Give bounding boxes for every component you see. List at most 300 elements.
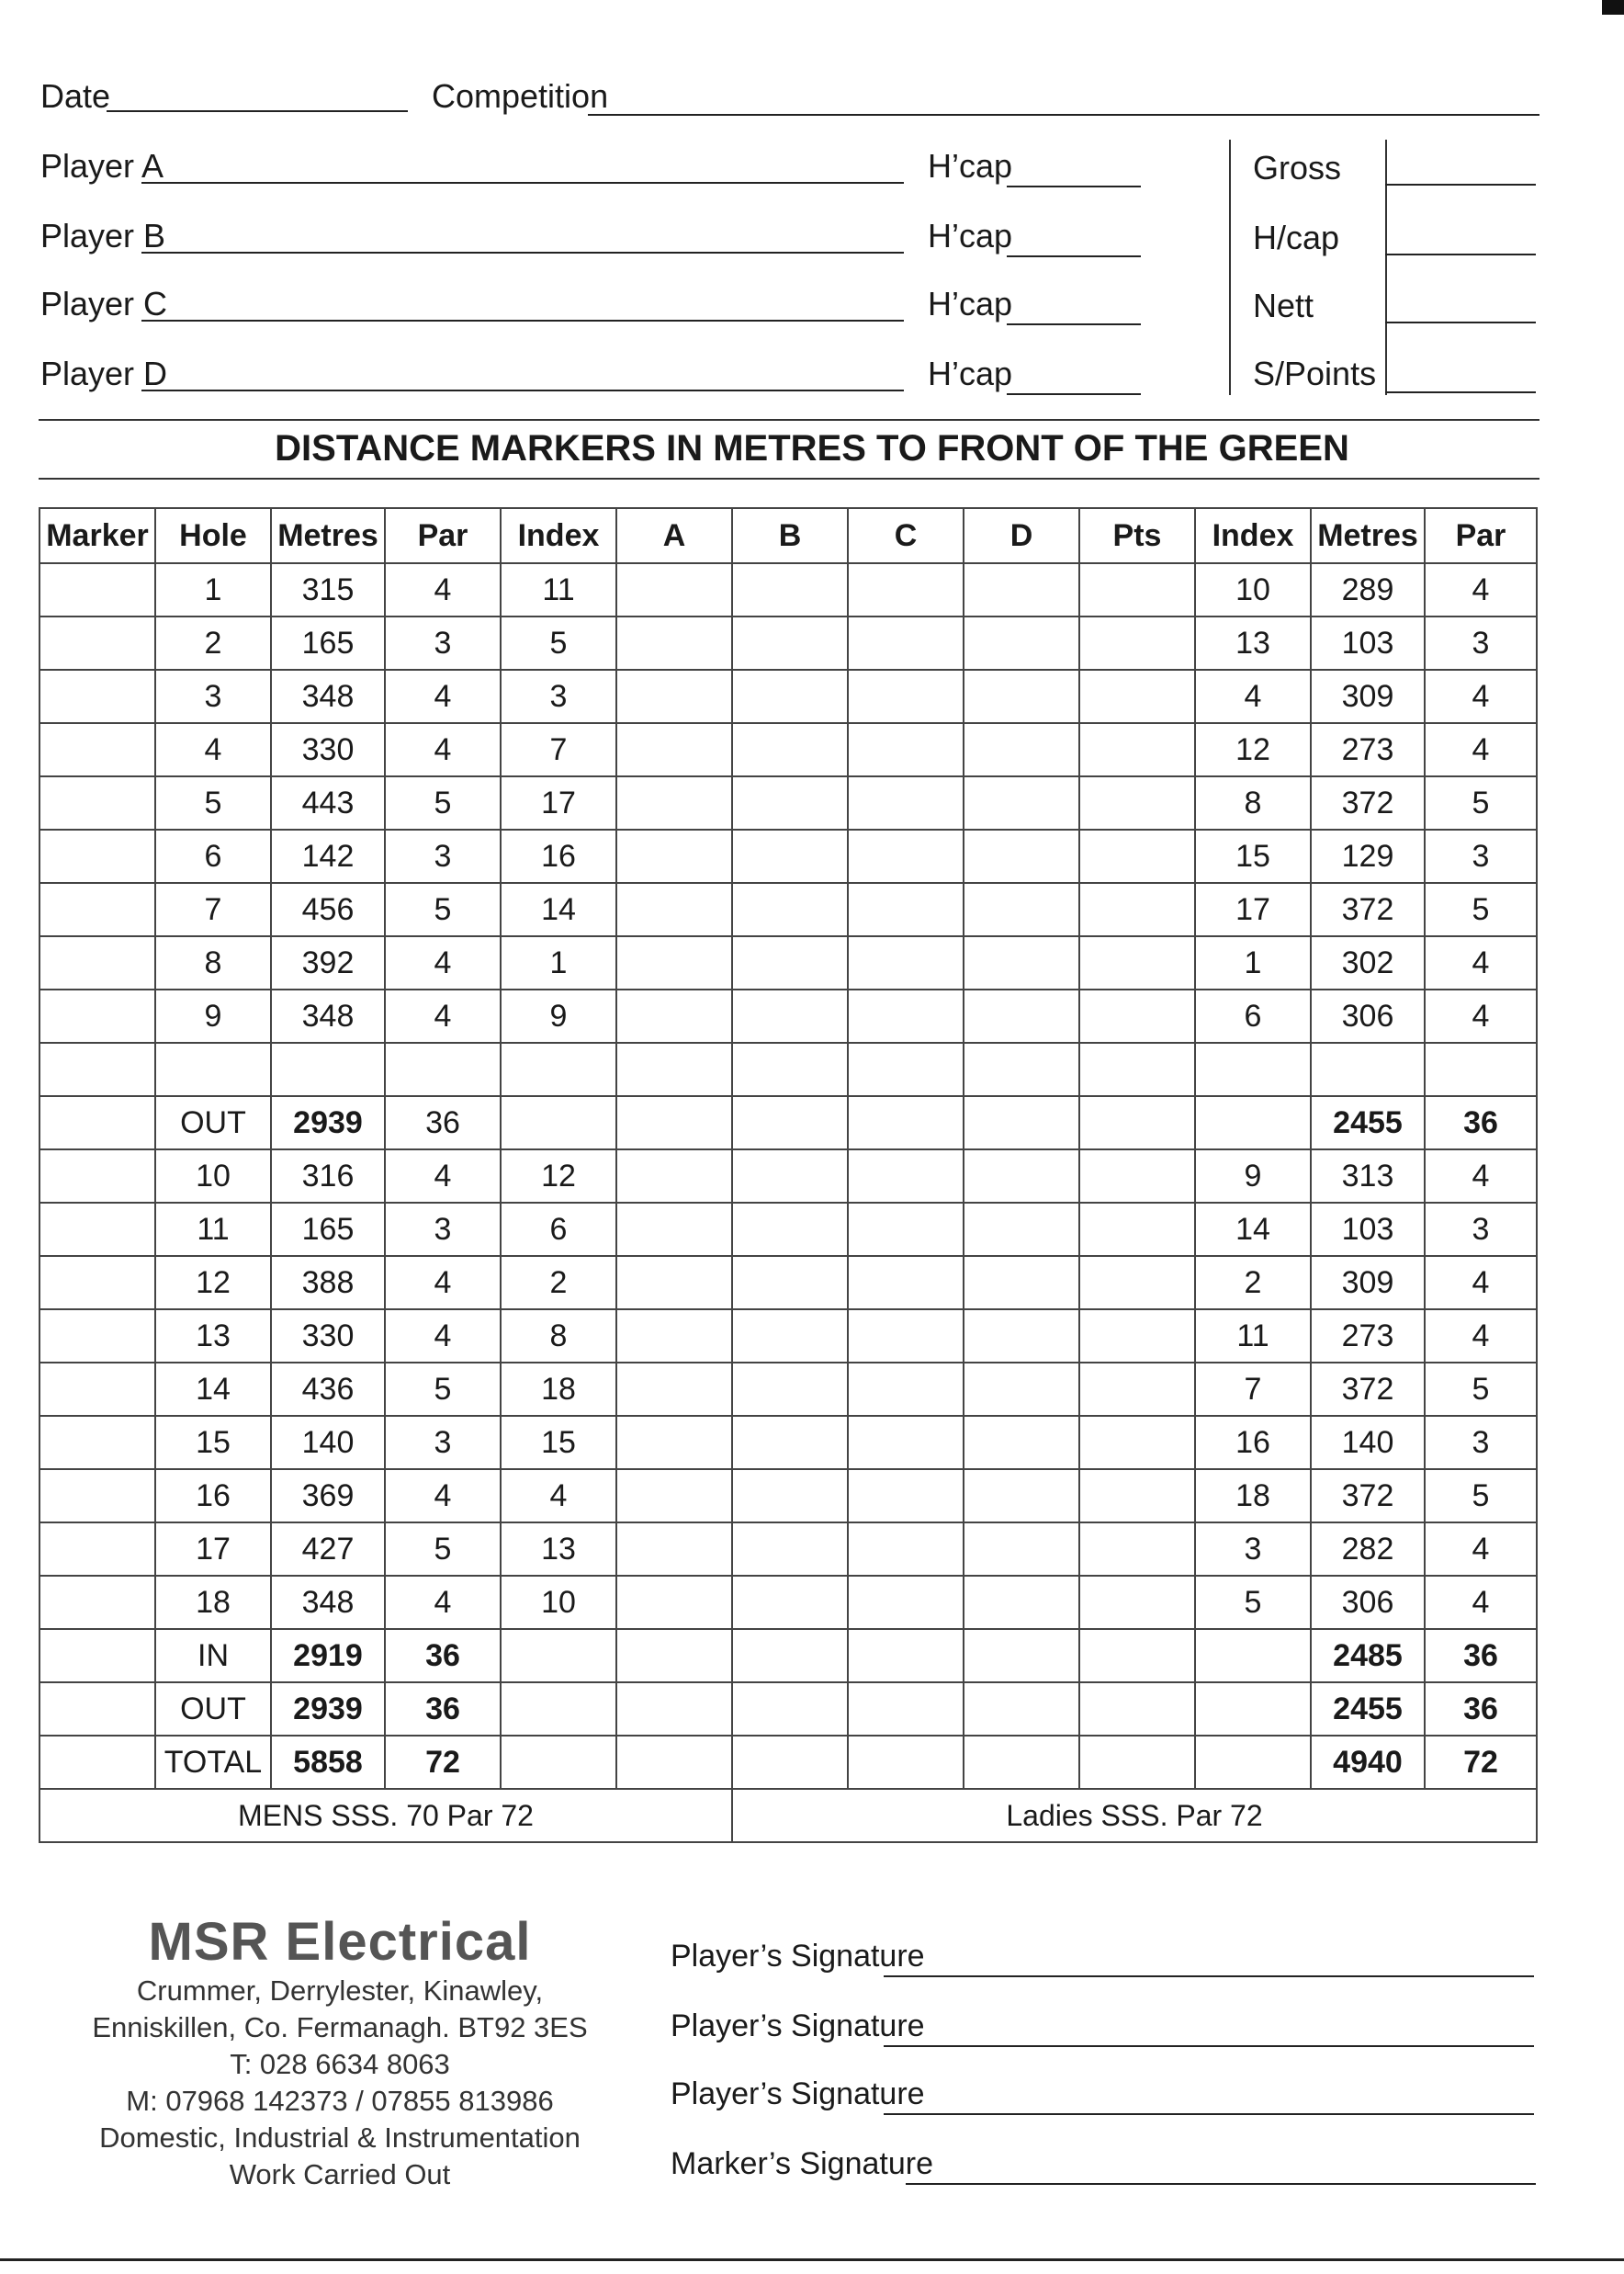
score-c-cell[interactable] xyxy=(848,776,964,830)
score-c-cell[interactable] xyxy=(848,1736,964,1789)
table-row xyxy=(39,1469,1537,1522)
signature-label: Player’s Signature xyxy=(671,2076,925,2111)
empty-cell xyxy=(501,1629,616,1682)
score-d-cell[interactable] xyxy=(964,1149,1079,1203)
mens-sss: MENS SSS. 70 Par 72 xyxy=(39,1789,732,1842)
points-cell[interactable] xyxy=(1079,1096,1195,1149)
score-c-cell[interactable] xyxy=(848,723,964,776)
par-cell: 4 xyxy=(385,563,501,617)
table-row xyxy=(39,1576,1537,1629)
sss-row xyxy=(39,1789,1537,1842)
ladies-index-cell: 11 xyxy=(1195,1309,1311,1363)
score-d-cell[interactable] xyxy=(964,1363,1079,1416)
ladies-metres-cell: 103 xyxy=(1311,617,1425,670)
company-line: T: 028 6634 8063 xyxy=(230,2048,450,2080)
score-b-cell[interactable] xyxy=(732,617,848,670)
nett-field[interactable] xyxy=(1385,322,1536,323)
score-b-cell[interactable] xyxy=(732,1096,848,1149)
score-d-cell[interactable] xyxy=(964,723,1079,776)
player-name-field[interactable] xyxy=(141,390,904,391)
ladies-par-cell: 4 xyxy=(1425,1522,1537,1576)
score-a-cell[interactable] xyxy=(616,1096,732,1149)
score-c-cell[interactable] xyxy=(848,1363,964,1416)
metres-cell: 427 xyxy=(271,1522,385,1576)
index-cell: 7 xyxy=(501,723,616,776)
par-cell: 4 xyxy=(385,1309,501,1363)
score-b-cell[interactable] xyxy=(732,670,848,723)
metres-total: 2939 xyxy=(271,1682,385,1736)
total-label: H/cap xyxy=(1253,219,1340,256)
ladies-par-cell: 4 xyxy=(1425,936,1537,990)
score-b-cell[interactable] xyxy=(732,776,848,830)
index-cell: 14 xyxy=(501,883,616,936)
hole-cell: 1 xyxy=(155,563,271,617)
marker-cell[interactable] xyxy=(39,563,155,617)
hole-cell: 15 xyxy=(155,1416,271,1469)
score-c-cell[interactable] xyxy=(848,1629,964,1682)
index-cell: 12 xyxy=(501,1149,616,1203)
table-row xyxy=(39,617,1537,670)
score-a-cell[interactable] xyxy=(616,936,732,990)
par-cell: 5 xyxy=(385,1363,501,1416)
ladies-index-cell: 9 xyxy=(1195,1149,1311,1203)
index-cell: 15 xyxy=(501,1416,616,1469)
summary-label: OUT xyxy=(155,1682,271,1736)
score-c-cell[interactable] xyxy=(848,1469,964,1522)
signature-field[interactable] xyxy=(884,2045,1534,2047)
ladies-index-cell: 4 xyxy=(1195,670,1311,723)
marker-cell[interactable] xyxy=(39,1203,155,1256)
score-d-cell[interactable] xyxy=(964,1576,1079,1629)
points-cell[interactable] xyxy=(1079,563,1195,617)
score-b-cell[interactable] xyxy=(732,990,848,1043)
score-d-cell[interactable] xyxy=(964,1682,1079,1736)
score-d-cell[interactable] xyxy=(964,1309,1079,1363)
points-cell[interactable] xyxy=(1079,670,1195,723)
score-c-cell[interactable] xyxy=(848,1522,964,1576)
column-header: Metres xyxy=(1311,508,1425,563)
score-a-cell[interactable] xyxy=(616,1469,732,1522)
total-label: Nett xyxy=(1253,287,1314,324)
column-header: Pts xyxy=(1079,508,1195,563)
points-cell[interactable] xyxy=(1079,723,1195,776)
index-cell: 11 xyxy=(501,563,616,617)
date-field[interactable] xyxy=(107,110,408,112)
empty-cell xyxy=(501,1682,616,1736)
metres-cell: 456 xyxy=(271,883,385,936)
score-b-cell[interactable] xyxy=(732,1629,848,1682)
marker-cell[interactable] xyxy=(39,936,155,990)
marker-cell[interactable] xyxy=(39,830,155,883)
ladies-par-cell: 4 xyxy=(1425,723,1537,776)
score-a-cell[interactable] xyxy=(616,776,732,830)
score-b-cell[interactable] xyxy=(732,1203,848,1256)
points-cell[interactable] xyxy=(1079,1736,1195,1789)
empty-cell xyxy=(1195,1629,1311,1682)
hole-cell: 7 xyxy=(155,883,271,936)
bottom-rule xyxy=(0,2258,1624,2261)
gross-field[interactable] xyxy=(1385,184,1536,186)
hole-cell: 14 xyxy=(155,1363,271,1416)
score-d-cell[interactable] xyxy=(964,1203,1079,1256)
ladies-index-cell: 18 xyxy=(1195,1469,1311,1522)
competition-field[interactable] xyxy=(588,114,1539,116)
marker-cell[interactable] xyxy=(39,1629,155,1682)
signature-field[interactable] xyxy=(906,2183,1536,2185)
score-d-cell[interactable] xyxy=(964,563,1079,617)
score-c-cell[interactable] xyxy=(848,563,964,617)
ladies-par-cell: 5 xyxy=(1425,1363,1537,1416)
hole-cell: 13 xyxy=(155,1309,271,1363)
par-cell: 3 xyxy=(385,830,501,883)
table-row xyxy=(39,563,1537,617)
signature-field[interactable] xyxy=(884,1975,1534,1977)
score-a-cell[interactable] xyxy=(616,1629,732,1682)
empty-cell xyxy=(616,1043,732,1096)
points-cell[interactable] xyxy=(1079,1682,1195,1736)
ladies-metres-cell: 306 xyxy=(1311,1576,1425,1629)
score-b-cell[interactable] xyxy=(732,1309,848,1363)
table-row xyxy=(39,990,1537,1043)
marker-cell[interactable] xyxy=(39,883,155,936)
marker-cell[interactable] xyxy=(39,670,155,723)
signature-label: Player’s Signature xyxy=(671,2008,925,2043)
score-c-cell[interactable] xyxy=(848,1203,964,1256)
hcap-label: H’cap xyxy=(928,217,1013,255)
marker-cell[interactable] xyxy=(39,617,155,670)
score-c-cell[interactable] xyxy=(848,1576,964,1629)
par-cell: 4 xyxy=(385,723,501,776)
score-a-cell[interactable] xyxy=(616,1416,732,1469)
score-d-cell[interactable] xyxy=(964,883,1079,936)
score-b-cell[interactable] xyxy=(732,1682,848,1736)
metres-cell: 140 xyxy=(271,1416,385,1469)
score-c-cell[interactable] xyxy=(848,990,964,1043)
score-d-cell[interactable] xyxy=(964,1469,1079,1522)
par-cell: 5 xyxy=(385,883,501,936)
ladies-metres-total: 2455 xyxy=(1311,1682,1425,1736)
hole-cell: 16 xyxy=(155,1469,271,1522)
marker-cell[interactable] xyxy=(39,776,155,830)
hole-cell: 3 xyxy=(155,670,271,723)
summary-label: IN xyxy=(155,1629,271,1682)
signature-label: Marker’s Signature xyxy=(671,2146,933,2181)
ladies-index-cell: 7 xyxy=(1195,1363,1311,1416)
score-d-cell[interactable] xyxy=(964,1416,1079,1469)
score-a-cell[interactable] xyxy=(616,1736,732,1789)
ladies-metres-cell: 273 xyxy=(1311,1309,1425,1363)
points-cell[interactable] xyxy=(1079,1363,1195,1416)
ladies-metres-cell: 309 xyxy=(1311,670,1425,723)
ladies-par-total: 36 xyxy=(1425,1682,1537,1736)
hcap-label: H’cap xyxy=(928,147,1013,185)
company-line: Domestic, Industrial & Instrumentation xyxy=(99,2121,581,2154)
score-d-cell[interactable] xyxy=(964,670,1079,723)
marker-cell[interactable] xyxy=(39,1416,155,1469)
points-cell[interactable] xyxy=(1079,1416,1195,1469)
index-cell: 4 xyxy=(501,1469,616,1522)
score-a-cell[interactable] xyxy=(616,670,732,723)
hole-cell: 12 xyxy=(155,1256,271,1309)
points-cell[interactable] xyxy=(1079,1576,1195,1629)
ladies-index-cell: 14 xyxy=(1195,1203,1311,1256)
par-cell: 4 xyxy=(385,1469,501,1522)
par-cell: 4 xyxy=(385,670,501,723)
points-cell[interactable] xyxy=(1079,617,1195,670)
ladies-index-cell: 17 xyxy=(1195,883,1311,936)
ladies-par-cell: 4 xyxy=(1425,1309,1537,1363)
hcap-field[interactable] xyxy=(1007,186,1141,187)
marker-cell[interactable] xyxy=(39,1682,155,1736)
column-header: A xyxy=(616,508,732,563)
score-c-cell[interactable] xyxy=(848,936,964,990)
ladies-par-cell: 4 xyxy=(1425,1149,1537,1203)
marker-cell[interactable] xyxy=(39,1522,155,1576)
score-a-cell[interactable] xyxy=(616,830,732,883)
table-row xyxy=(39,1522,1537,1576)
hcap-label: H’cap xyxy=(928,285,1013,322)
total-label: S/Points xyxy=(1253,355,1377,392)
ladies-index-cell: 15 xyxy=(1195,830,1311,883)
score-b-cell[interactable] xyxy=(732,883,848,936)
score-a-cell[interactable] xyxy=(616,883,732,936)
metres-cell: 348 xyxy=(271,1576,385,1629)
score-d-cell[interactable] xyxy=(964,1256,1079,1309)
score-d-cell[interactable] xyxy=(964,617,1079,670)
score-a-cell[interactable] xyxy=(616,1256,732,1309)
score-c-cell[interactable] xyxy=(848,1309,964,1363)
empty-cell xyxy=(1195,1096,1311,1149)
hole-cell: 18 xyxy=(155,1576,271,1629)
metres-total: 2939 xyxy=(271,1096,385,1149)
par-cell: 3 xyxy=(385,1203,501,1256)
ladies-metres-cell: 282 xyxy=(1311,1522,1425,1576)
ladies-index-cell: 6 xyxy=(1195,990,1311,1043)
ladies-par-total: 36 xyxy=(1425,1629,1537,1682)
ladies-par-total: 36 xyxy=(1425,1096,1537,1149)
points-cell[interactable] xyxy=(1079,830,1195,883)
totals-box-left xyxy=(1385,140,1387,395)
hcap-total-field[interactable] xyxy=(1385,254,1536,255)
score-b-cell[interactable] xyxy=(732,936,848,990)
empty-cell xyxy=(1311,1043,1425,1096)
metres-cell: 165 xyxy=(271,617,385,670)
score-b-cell[interactable] xyxy=(732,1736,848,1789)
score-a-cell[interactable] xyxy=(616,1682,732,1736)
score-c-cell[interactable] xyxy=(848,617,964,670)
table-row xyxy=(39,830,1537,883)
score-d-cell[interactable] xyxy=(964,830,1079,883)
empty-cell xyxy=(732,1043,848,1096)
points-cell[interactable] xyxy=(1079,1522,1195,1576)
hole-cell: 4 xyxy=(155,723,271,776)
company-line: Work Carried Out xyxy=(229,2158,451,2190)
title-top-rule xyxy=(39,419,1539,421)
metres-cell: 369 xyxy=(271,1469,385,1522)
spoints-field[interactable] xyxy=(1385,391,1536,393)
column-header: Par xyxy=(1425,508,1537,563)
index-cell: 8 xyxy=(501,1309,616,1363)
points-cell[interactable] xyxy=(1079,1149,1195,1203)
marker-cell[interactable] xyxy=(39,723,155,776)
signature-label: Player’s Signature xyxy=(671,1939,925,1974)
score-c-cell[interactable] xyxy=(848,1096,964,1149)
score-c-cell[interactable] xyxy=(848,1416,964,1469)
score-d-cell[interactable] xyxy=(964,776,1079,830)
score-a-cell[interactable] xyxy=(616,563,732,617)
score-d-cell[interactable] xyxy=(964,1736,1079,1789)
player-label: Player A xyxy=(40,147,164,185)
empty-cell xyxy=(1195,1043,1311,1096)
score-b-cell[interactable] xyxy=(732,1256,848,1309)
score-a-cell[interactable] xyxy=(616,723,732,776)
company-line: M: 07968 142373 / 07855 813986 xyxy=(126,2085,554,2117)
score-a-cell[interactable] xyxy=(616,1149,732,1203)
ladies-par-cell: 4 xyxy=(1425,563,1537,617)
signature-field[interactable] xyxy=(884,2113,1534,2115)
ladies-par-cell: 5 xyxy=(1425,776,1537,830)
points-cell[interactable] xyxy=(1079,936,1195,990)
marker-cell[interactable] xyxy=(39,1256,155,1309)
score-d-cell[interactable] xyxy=(964,1096,1079,1149)
points-cell[interactable] xyxy=(1079,1203,1195,1256)
metres-cell: 330 xyxy=(271,1309,385,1363)
par-cell: 4 xyxy=(385,936,501,990)
ladies-metres-cell: 372 xyxy=(1311,883,1425,936)
points-cell[interactable] xyxy=(1079,883,1195,936)
empty-cell xyxy=(385,1043,501,1096)
par-total: 36 xyxy=(385,1682,501,1736)
hole-cell: 5 xyxy=(155,776,271,830)
ladies-par-total: 72 xyxy=(1425,1736,1537,1789)
points-cell[interactable] xyxy=(1079,990,1195,1043)
score-b-cell[interactable] xyxy=(732,1522,848,1576)
table-row xyxy=(39,883,1537,936)
par-cell: 5 xyxy=(385,776,501,830)
player-label: Player D xyxy=(40,355,168,392)
score-d-cell[interactable] xyxy=(964,936,1079,990)
marker-cell[interactable] xyxy=(39,1096,155,1149)
hcap-field[interactable] xyxy=(1007,393,1141,395)
marker-cell[interactable] xyxy=(39,1736,155,1789)
score-a-cell[interactable] xyxy=(616,1363,732,1416)
score-c-cell[interactable] xyxy=(848,883,964,936)
summary-row xyxy=(39,1096,1537,1149)
player-name-field[interactable] xyxy=(141,182,904,184)
index-cell: 16 xyxy=(501,830,616,883)
score-c-cell[interactable] xyxy=(848,1149,964,1203)
score-d-cell[interactable] xyxy=(964,1629,1079,1682)
score-b-cell[interactable] xyxy=(732,1363,848,1416)
score-b-cell[interactable] xyxy=(732,1469,848,1522)
company-block xyxy=(46,1911,634,2193)
score-b-cell[interactable] xyxy=(732,1416,848,1469)
score-a-cell[interactable] xyxy=(616,1309,732,1363)
summary-row xyxy=(39,1629,1537,1682)
score-table xyxy=(39,507,1538,1843)
ladies-metres-total: 2455 xyxy=(1311,1096,1425,1149)
marker-cell[interactable] xyxy=(39,1309,155,1363)
metres-cell: 348 xyxy=(271,670,385,723)
ladies-sss: Ladies SSS. Par 72 xyxy=(732,1789,1537,1842)
score-c-cell[interactable] xyxy=(848,1256,964,1309)
index-cell: 2 xyxy=(501,1256,616,1309)
ladies-metres-cell: 103 xyxy=(1311,1203,1425,1256)
score-a-cell[interactable] xyxy=(616,990,732,1043)
par-cell: 4 xyxy=(385,1149,501,1203)
total-label: Gross xyxy=(1253,149,1342,187)
index-cell: 1 xyxy=(501,936,616,990)
table-row xyxy=(39,1203,1537,1256)
score-d-cell[interactable] xyxy=(964,990,1079,1043)
ladies-metres-cell: 309 xyxy=(1311,1256,1425,1309)
ladies-metres-cell: 273 xyxy=(1311,723,1425,776)
par-total: 36 xyxy=(385,1629,501,1682)
points-cell[interactable] xyxy=(1079,1256,1195,1309)
company-line: Crummer, Derrylester, Kinawley, xyxy=(136,1974,544,2007)
score-b-cell[interactable] xyxy=(732,563,848,617)
hcap-field[interactable] xyxy=(1007,255,1141,257)
score-a-cell[interactable] xyxy=(616,617,732,670)
points-cell[interactable] xyxy=(1079,1469,1195,1522)
score-d-cell[interactable] xyxy=(964,1522,1079,1576)
ladies-par-cell: 5 xyxy=(1425,883,1537,936)
hcap-field[interactable] xyxy=(1007,323,1141,325)
marker-cell[interactable] xyxy=(39,1363,155,1416)
table-row xyxy=(39,1416,1537,1469)
metres-cell: 348 xyxy=(271,990,385,1043)
column-header: Index xyxy=(501,508,616,563)
table-row xyxy=(39,723,1537,776)
ladies-index-cell: 10 xyxy=(1195,563,1311,617)
score-b-cell[interactable] xyxy=(732,723,848,776)
points-cell[interactable] xyxy=(1079,776,1195,830)
ladies-metres-cell: 372 xyxy=(1311,776,1425,830)
ladies-metres-cell: 372 xyxy=(1311,1469,1425,1522)
marker-cell[interactable] xyxy=(39,1576,155,1629)
score-b-cell[interactable] xyxy=(732,1149,848,1203)
score-a-cell[interactable] xyxy=(616,1203,732,1256)
score-b-cell[interactable] xyxy=(732,830,848,883)
empty-cell xyxy=(501,1096,616,1149)
score-c-cell[interactable] xyxy=(848,1682,964,1736)
empty-cell xyxy=(848,1043,964,1096)
marker-cell[interactable] xyxy=(39,990,155,1043)
ladies-metres-cell: 372 xyxy=(1311,1363,1425,1416)
table-row xyxy=(39,1363,1537,1416)
ladies-index-cell: 13 xyxy=(1195,617,1311,670)
par-cell: 3 xyxy=(385,1416,501,1469)
score-b-cell[interactable] xyxy=(732,1576,848,1629)
index-cell: 10 xyxy=(501,1576,616,1629)
marker-cell[interactable] xyxy=(39,1469,155,1522)
company-name: MSR Electrical xyxy=(148,1912,532,1972)
ladies-index-cell: 16 xyxy=(1195,1416,1311,1469)
metres-cell: 392 xyxy=(271,936,385,990)
marker-cell[interactable] xyxy=(39,1149,155,1203)
ladies-metres-cell: 129 xyxy=(1311,830,1425,883)
score-a-cell[interactable] xyxy=(616,1522,732,1576)
score-c-cell[interactable] xyxy=(848,830,964,883)
player-name-field[interactable] xyxy=(141,252,904,254)
points-cell[interactable] xyxy=(1079,1629,1195,1682)
score-a-cell[interactable] xyxy=(616,1576,732,1629)
player-name-field[interactable] xyxy=(141,320,904,322)
metres-total: 5858 xyxy=(271,1736,385,1789)
score-c-cell[interactable] xyxy=(848,670,964,723)
points-cell[interactable] xyxy=(1079,1309,1195,1363)
column-header: Metres xyxy=(271,508,385,563)
